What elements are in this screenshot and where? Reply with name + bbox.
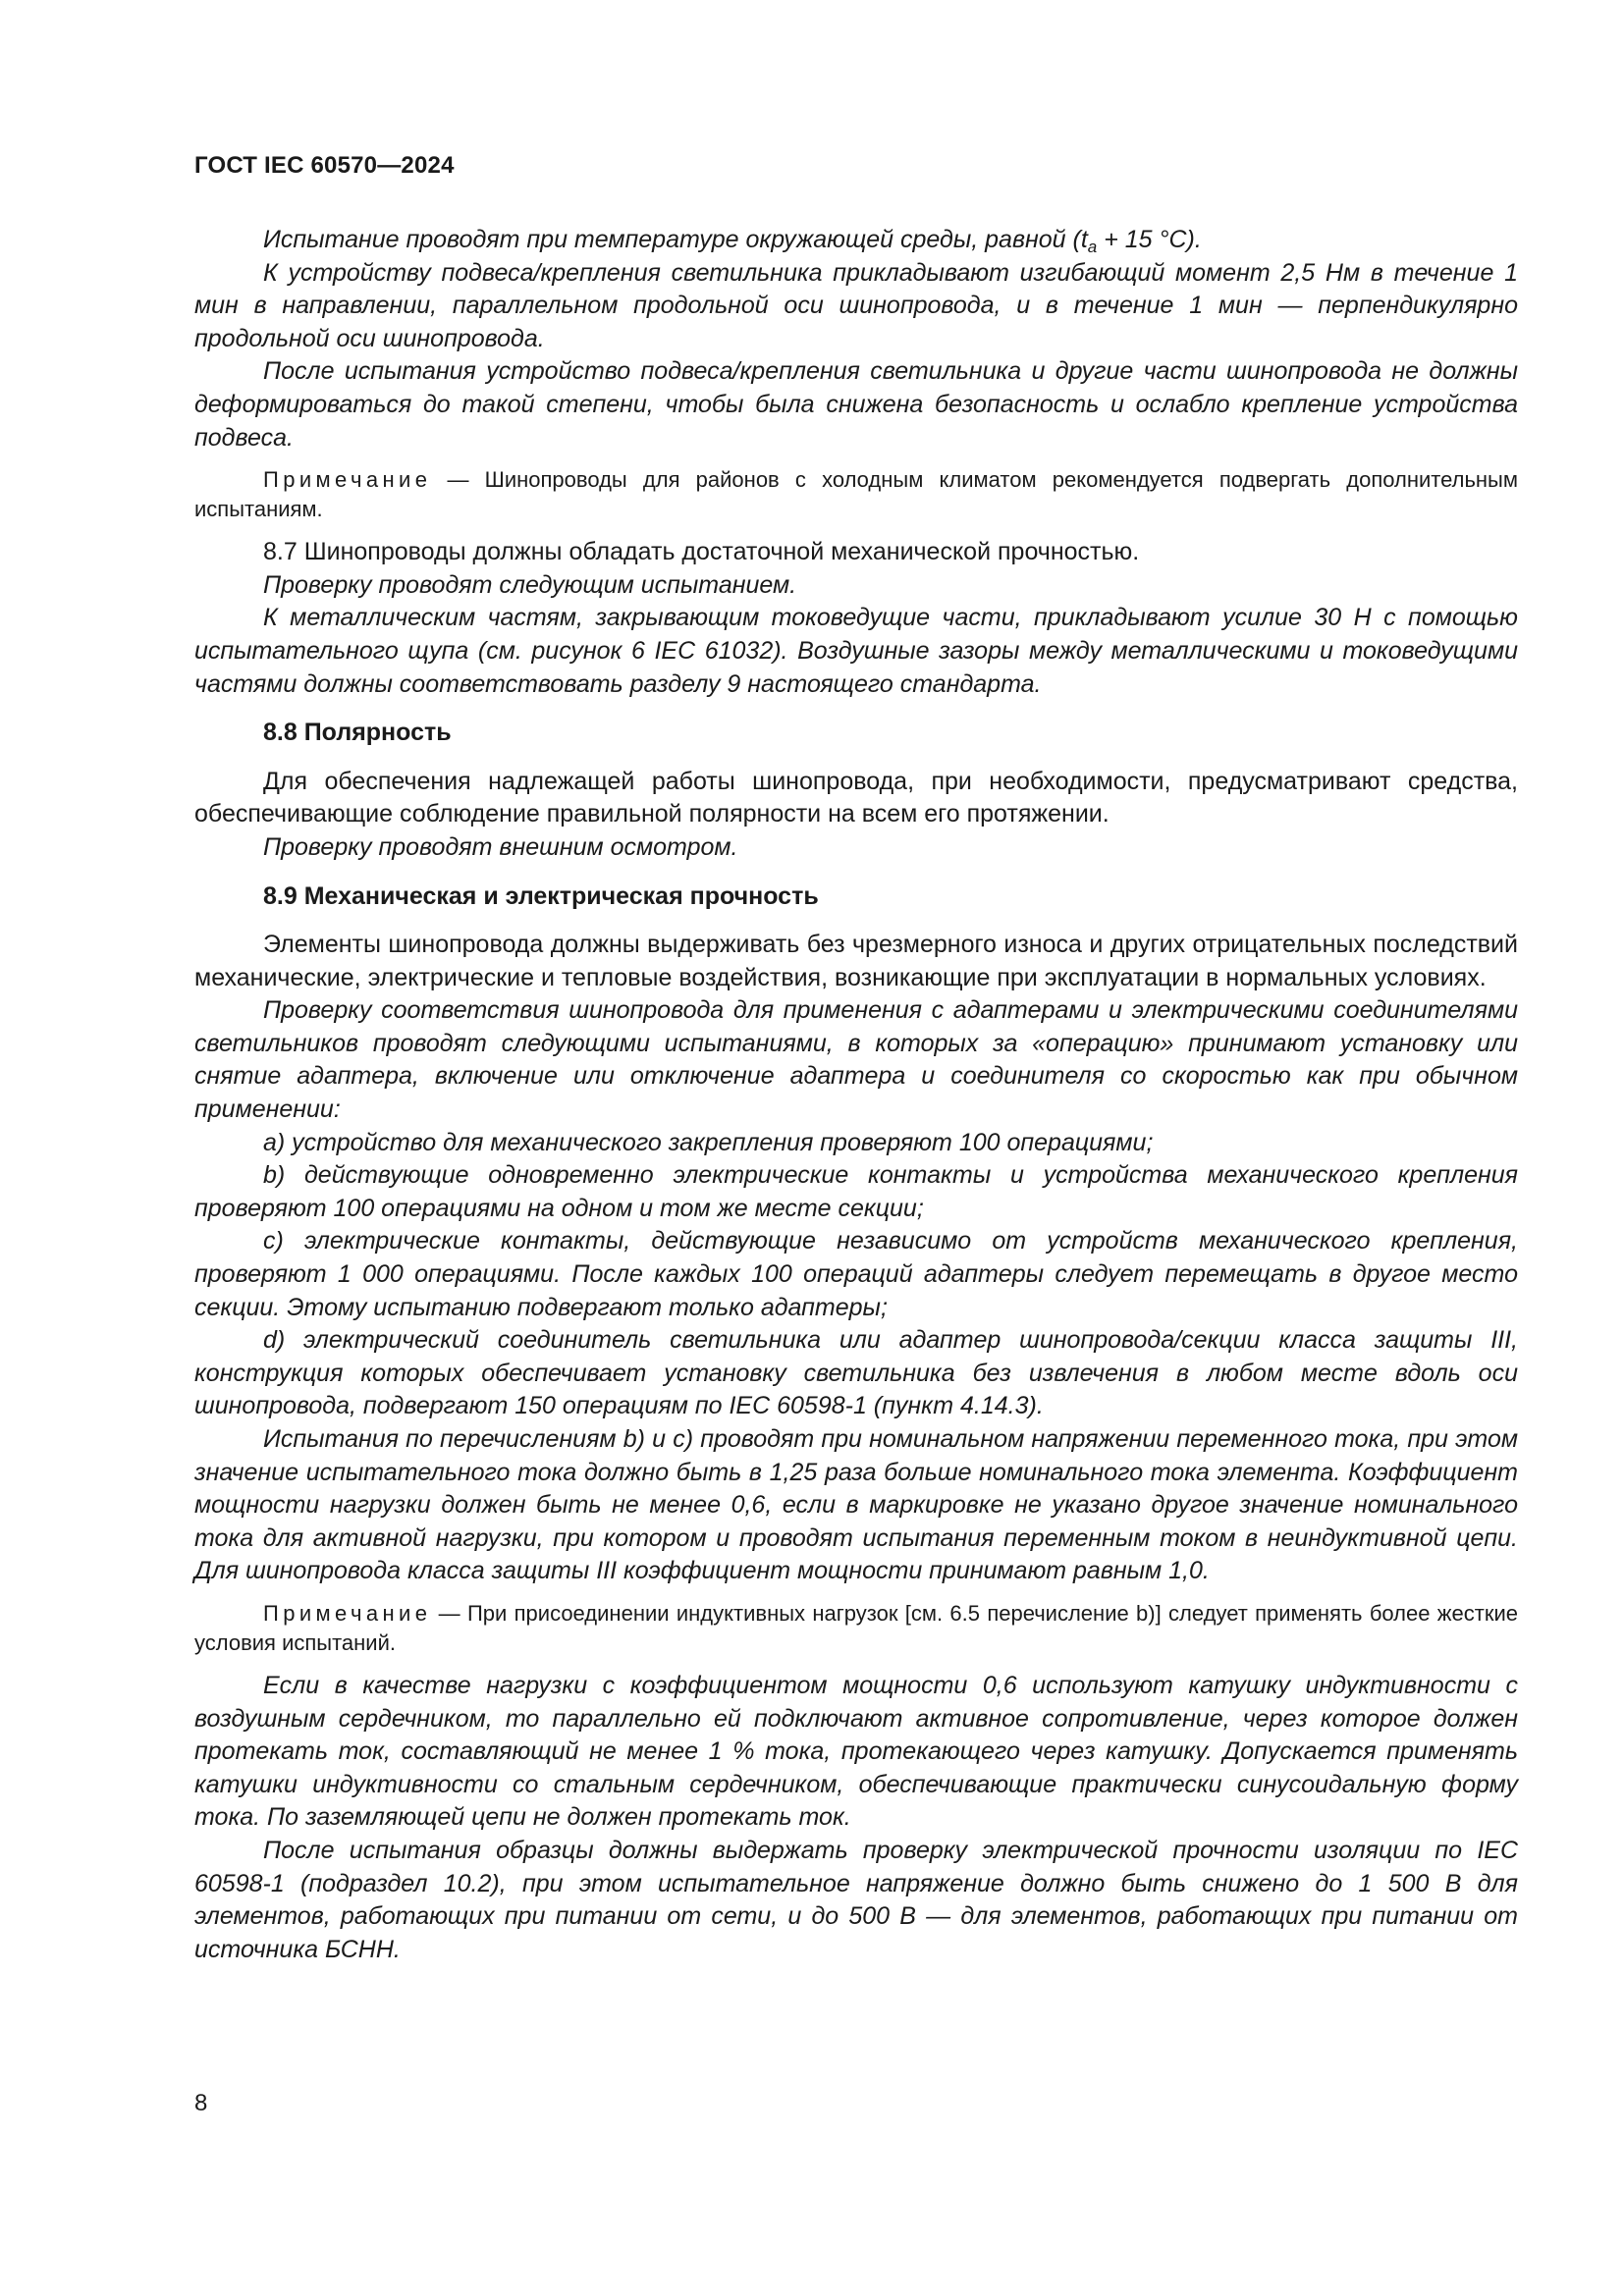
heading-8-9: 8.9 Механическая и электрическая прочность	[263, 881, 819, 910]
page-number: 8	[194, 2090, 208, 2116]
paragraph-visual-inspection: Проверку проводят внешним осмотром.	[263, 832, 738, 861]
list-item-c: c) электрические контакты, действующие независимо от устройств механического крепления, проверяют 1 000 операциями. После каждых 100 операций адаптеры следует перемещать в другое место секции. Этому испытанию подвергают только адаптеры;	[194, 1227, 1518, 1321]
paragraph-inductive-coil: Если в качестве нагрузки с коэффициентом мощности 0,6 используют катушку индуктивности с воздушным сердечником, то параллельно ей подключают активное сопротивление, через которое должен протекать ток, составляющий не менее 1 % тока, протекающего через катушку. Допускается применять катушки индуктивности со стальным сердечником, обеспечивающие практически синусоидальную форму тока. По заземляющей цепи не должен протекать ток.	[194, 1671, 1518, 1832]
paragraph-compliance-check: Проверку соответствия шинопровода для применения с адаптерами и электрическими соединителями светильников проводят следующими испытаниями, в которых за «операцию» принимают установку или снятие адаптера, включение или отключение адаптера и соединителя со скоростью как при обычном применении:	[194, 996, 1518, 1124]
note-label: Примечание	[263, 1600, 432, 1626]
paragraph-text: Испытание проводят при температуре окружающей среды, равной (t	[263, 226, 1088, 253]
list-item-b: b) действующие одновременно электрические контакты и устройства механического крепления проверяют 100 операциями на одном и том же месте секции;	[194, 1161, 1518, 1222]
list-item-a: а) устройство для механического закрепления проверяют 100 операциями;	[263, 1128, 1154, 1156]
note-label: Примечание	[263, 467, 432, 493]
paragraph-after-test: После испытания устройство подвеса/крепления светильника и другие части шинопровода не должны деформироваться до такой степени, чтобы была снижена безопасность и ослабло крепление устройства подвеса.	[194, 357, 1518, 452]
subscript-a: a	[1087, 238, 1098, 256]
paragraph-metal-parts: К металлическим частям, закрывающим токоведущие части, прикладывают усилие 30 Н с помощью испытательного щупа (см. рисунок 6 IEC 61032). Воздушные зазоры между металлическими и токоведущими частями должны соответствовать разделу 9 настоящего стандарта.	[194, 604, 1518, 698]
list-item-d: d) электрический соединитель светильника или адаптер шинопровода/секции класса защиты III, конструкция которых обеспечивает установку светильника без извлечения в любом месте вдоль оси шинопровода, подвергают 150 операциям по IEC 60598-1 (пункт 4.14.3).	[194, 1326, 1518, 1420]
note-inductive-loads	[194, 1599, 1518, 1658]
heading-8-8: 8.8 Полярность	[263, 719, 452, 747]
paragraph-dielectric-strength: После испытания образцы должны выдержать проверку электрической прочности изоляции по IEC 60598-1 (подраздел 10.2), при этом испытательное напряжение должно быть снижено до 1 500 В для элементов, работающих при питании от сети, и до 500 В — для элементов, работающих при питании от источника БСНН.	[194, 1836, 1518, 1963]
paragraph-test-conditions: Испытания по перечислениям b) и с) проводят при номинальном напряжении переменного тока, при этом значение испытательного тока должно быть в 1,25 раза больше номинального тока элемента. Коэффициент мощности нагрузки должен быть не менее 0,6, если в маркировке не указано другое значение номинального тока для активной нагрузки, при котором и проводят испытания переменным током в неиндуктивной цепи. Для шинопровода класса защиты III коэффициент мощности принимают равным 1,0.	[194, 1425, 1518, 1585]
document-header: ГОСТ IEC 60570—2024	[194, 152, 455, 179]
paragraph-check-test: Проверку проводят следующим испытанием.	[263, 570, 797, 599]
document-body	[194, 224, 1518, 1966]
paragraph-elements-durability: Элементы шинопровода должны выдерживать без чрезмерного износа и других отрицательных последствий механические, электрические и тепловые воздействия, возникающие при эксплуатации в нормальных условиях.	[194, 931, 1518, 991]
clause-8-7: 8.7 Шинопроводы должны обладать достаточной механической прочностью.	[263, 538, 1140, 566]
paragraph-bending-moment: К устройству подвеса/крепления светильника прикладывают изгибающий момент 2,5 Нм в течение 1 мин в направлении, параллельном продольной оси шинопровода, и в течение 1 мин — перпендикулярно продольной оси шинопровода.	[194, 258, 1518, 352]
note-text: — При присоединении индуктивных нагрузок [см. 6.5 перечисление b)] следует применять более жесткие условия испытаний.	[194, 1600, 1518, 1655]
note-cold-climate	[194, 465, 1518, 524]
note-text: — Шинопроводы для районов с холодным климатом рекомендуется подвергать дополнительным испытаниям.	[194, 467, 1518, 522]
paragraph-test-temperature	[194, 224, 1518, 257]
paragraph-text-end: + 15 °С).	[1097, 226, 1202, 253]
paragraph-polarity: Для обеспечения надлежащей работы шинопровода, при необходимости, предусматривают средства, обеспечивающие соблюдение правильной полярности на всем его протяжении.	[194, 767, 1518, 828]
